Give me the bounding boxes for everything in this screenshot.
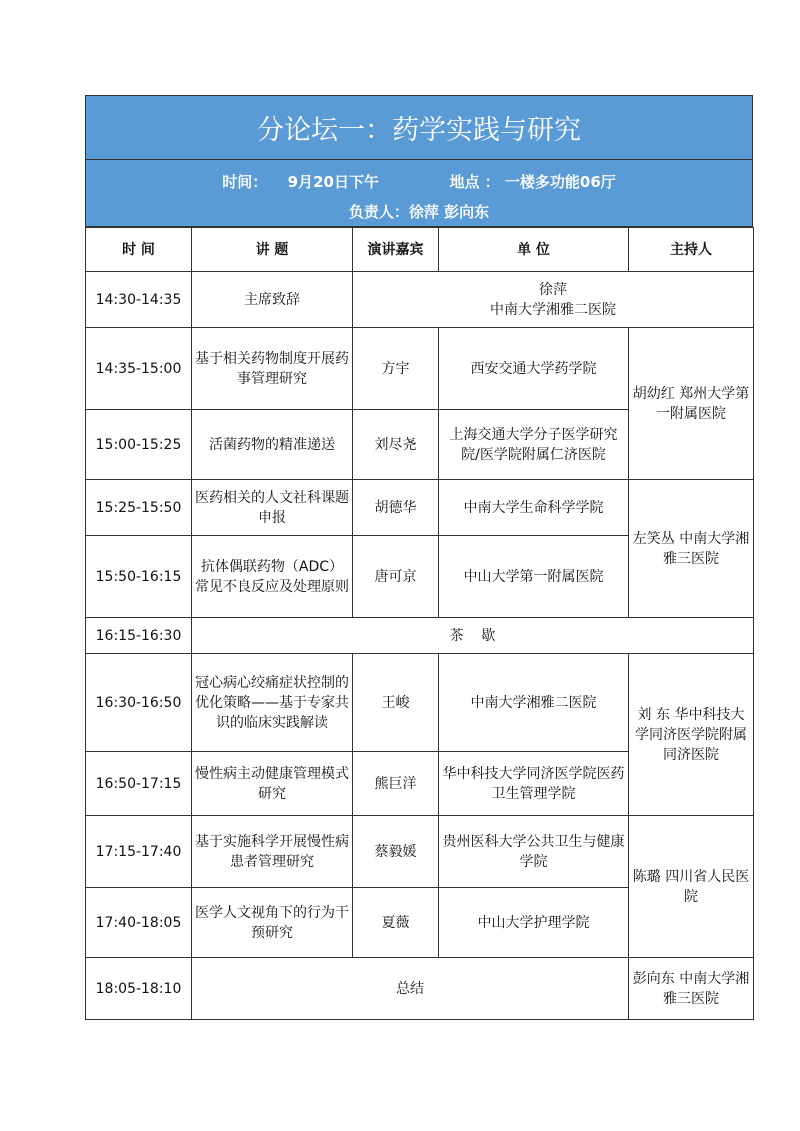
row-topic: 冠心病心绞痛症状控制的优化策略——基于专家共识的临床实践解读 <box>192 654 353 752</box>
forum-schedule <box>85 95 753 1020</box>
table-row <box>86 958 754 1020</box>
col-time: 时 间 <box>86 228 192 272</box>
schedule-table <box>85 227 754 1020</box>
row-time: 16:50-17:15 <box>86 752 192 816</box>
row-topic: 主席致辞 <box>192 272 353 328</box>
row-speaker: 夏薇 <box>353 888 439 958</box>
row-topic: 活菌药物的精准递送 <box>192 410 353 480</box>
chair-org: 中南大学湘雅二医院 <box>490 301 616 318</box>
row-org: 中山大学护理学院 <box>439 888 629 958</box>
row-speaker: 王峻 <box>353 654 439 752</box>
row-org: 中南大学湘雅二医院 <box>439 654 629 752</box>
table-row <box>86 272 754 328</box>
forum-info <box>85 159 753 227</box>
row-topic: 总结 <box>192 958 629 1020</box>
row-topic: 基于相关药物制度开展药事管理研究 <box>192 328 353 410</box>
row-time: 15:00-15:25 <box>86 410 192 480</box>
table-row <box>86 816 754 888</box>
row-speaker: 方宇 <box>353 328 439 410</box>
row-host: 左笑丛 中南大学湘雅三医院 <box>629 480 754 618</box>
row-org: 华中科技大学同济医学院医药卫生管理学院 <box>439 752 629 816</box>
table-row <box>86 654 754 752</box>
leader-line: 负责人：徐萍 彭向东 <box>348 203 490 221</box>
col-speaker: 演讲嘉宾 <box>353 228 439 272</box>
time-label: 时间： <box>222 173 268 191</box>
row-org: 上海交通大学分子医学研究院/医学院附属仁济医院 <box>439 410 629 480</box>
row-org: 中山大学第一附属医院 <box>439 536 629 618</box>
row-org: 西安交通大学药学院 <box>439 328 629 410</box>
row-host: 彭向东 中南大学湘雅三医院 <box>629 958 754 1020</box>
table-row <box>86 328 754 410</box>
col-topic: 讲 题 <box>192 228 353 272</box>
table-row <box>86 480 754 536</box>
time-value: 9月20日下午 <box>287 173 379 191</box>
row-time: 18:05-18:10 <box>86 958 192 1020</box>
tea-break: 茶 歇 <box>192 618 754 654</box>
row-org: 中南大学生命科学学院 <box>439 480 629 536</box>
col-host: 主持人 <box>629 228 754 272</box>
row-speaker: 蔡毅媛 <box>353 816 439 888</box>
place-value: 一楼多功能06厅 <box>504 173 616 191</box>
col-org: 单 位 <box>439 228 629 272</box>
row-time: 16:15-16:30 <box>86 618 192 654</box>
table-row <box>86 618 754 654</box>
chair-name: 徐萍 <box>539 281 567 298</box>
row-speaker: 刘尽尧 <box>353 410 439 480</box>
row-host: 刘 东 华中科技大学同济医学院附属同济医院 <box>629 654 754 816</box>
row-topic: 慢性病主动健康管理模式研究 <box>192 752 353 816</box>
row-time: 14:30-14:35 <box>86 272 192 328</box>
row-speaker: 唐可京 <box>353 536 439 618</box>
row-time: 17:40-18:05 <box>86 888 192 958</box>
row-topic: 医药相关的人文社科课题申报 <box>192 480 353 536</box>
row-time: 14:35-15:00 <box>86 328 192 410</box>
row-time: 15:25-15:50 <box>86 480 192 536</box>
row-time: 16:30-16:50 <box>86 654 192 752</box>
forum-title: 分论坛一：药学实践与研究 <box>85 95 753 159</box>
row-topic: 抗体偶联药物（ADC）常见不良反应及处理原则 <box>192 536 353 618</box>
row-speaker: 胡德华 <box>353 480 439 536</box>
row-org: 贵州医科大学公共卫生与健康学院 <box>439 816 629 888</box>
row-org <box>353 272 754 328</box>
row-host: 陈璐 四川省人民医院 <box>629 816 754 958</box>
row-time: 15:50-16:15 <box>86 536 192 618</box>
row-topic: 医学人文视角下的行为干预研究 <box>192 888 353 958</box>
place-label: 地点 ： <box>449 173 500 191</box>
row-host: 胡幼红 郑州大学第一附属医院 <box>629 328 754 480</box>
row-topic: 基于实施科学开展慢性病患者管理研究 <box>192 816 353 888</box>
row-speaker: 熊巨洋 <box>353 752 439 816</box>
table-header-row <box>86 228 754 272</box>
row-time: 17:15-17:40 <box>86 816 192 888</box>
